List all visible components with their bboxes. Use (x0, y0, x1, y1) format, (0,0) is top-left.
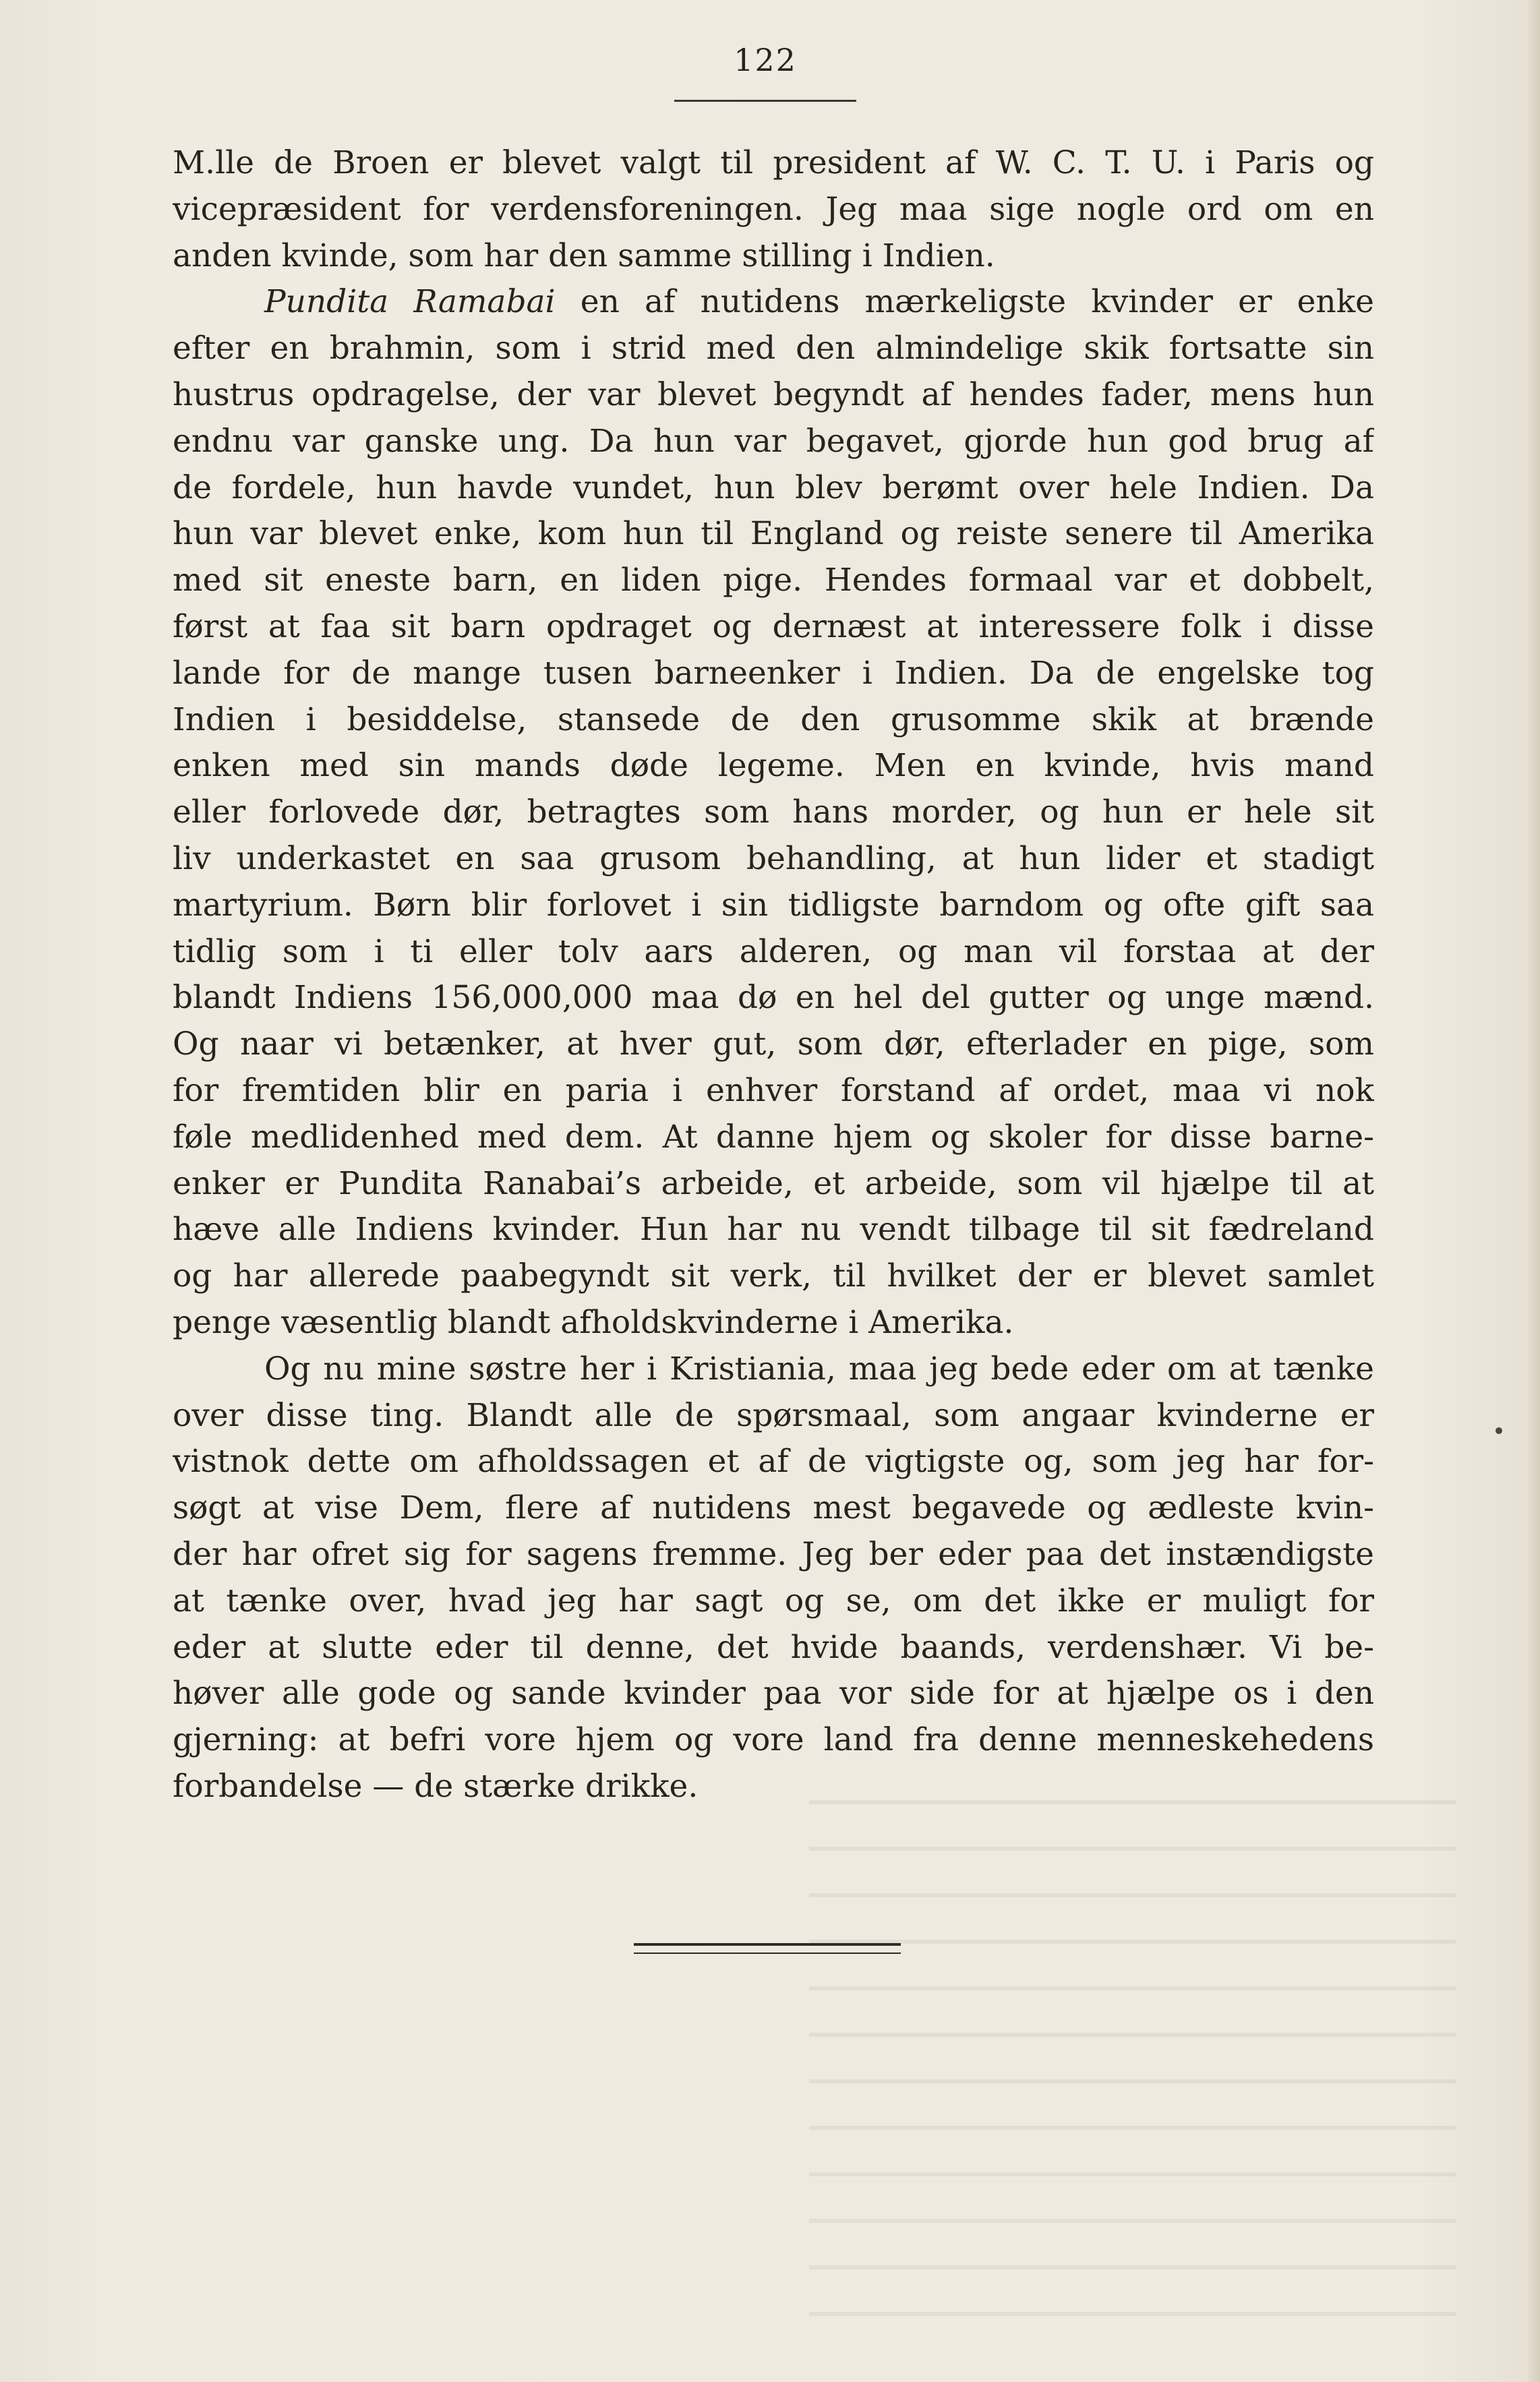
text-line: anden kvinde, som har den samme stilling i Indien. (173, 237, 995, 274)
body-text (173, 140, 1374, 1810)
text-line: penge væsentlig blandt afholdskvinderne i Amerika. (173, 1303, 1014, 1341)
text-line: Indien i besiddelse, stansede de den grusomme skik at brænde (173, 701, 1374, 738)
text-line: over disse ting. Blandt alle de spørsmaal, som angaar kvinderne er (173, 1396, 1374, 1434)
ink-speck (1495, 1427, 1502, 1434)
text-line: Og naar vi betænker, at hver gut, som dør, efterlader en pige, som (173, 1025, 1374, 1063)
text-line: for fremtiden blir en paria i enhver forstand af ordet, maa vi nok (173, 1071, 1374, 1109)
text-line: vistnok dette om afholdssagen et af de vigtigste og, som jeg har for- (173, 1443, 1374, 1481)
text-line: hustrus opdragelse, der var blevet begyndt af hendes fader, mens hun (173, 376, 1374, 413)
text-line: hæve alle Indiens kvinder. Hun har nu vendt tilbage til sit fædreland (173, 1211, 1374, 1249)
text-line: tidlig som i ti eller tolv aars alderen, og man vil forstaa at der (173, 932, 1374, 970)
text-line: lande for de mange tusen barneenker i Indien. Da de engelske tog (173, 654, 1374, 692)
text-line: søgt at vise Dem, flere af nutidens mest begavede og ædleste kvin- (173, 1489, 1374, 1527)
text-line: at tænke over, hvad jeg har sagt og se, om det ikke er muligt for (173, 1582, 1374, 1619)
text-line: forbandelse — de stærke drikke. (173, 1767, 699, 1805)
text-line: der har ofret sig for sagens fremme. Jeg ber eder paa det instændigste (173, 1535, 1374, 1573)
text-line: Og nu mine søstre her i Kristiania, maa jeg bede eder om at tænke (264, 1350, 1374, 1388)
text-line: først at faa sit barn opdraget og dernæst at interessere folk i disse (173, 607, 1374, 645)
text-line: efter en brahmin, som i strid med den almindelige skik fortsatte sin (173, 330, 1374, 367)
text-span: en af nutidens mærkeligste kvinder er enke (555, 283, 1374, 321)
page-number: 122 (734, 42, 797, 78)
text-line: og har allerede paabegyndt sit verk, til hvilket der er blevet samlet (173, 1257, 1374, 1295)
text-line: gjerning: at befri vore hjem og vore land fra denne menneskehedens (173, 1721, 1374, 1759)
text-line: martyrium. Børn blir forlovet i sin tidligste barndom og ofte gift saa (173, 886, 1374, 924)
text-line: endnu var ganske ung. Da hun var begavet, gjorde hun god brug af (173, 422, 1374, 460)
italic-name: Pundita Ramabai (264, 283, 556, 321)
text-line: med sit eneste barn, en liden pige. Hendes formaal var et dobbelt, (173, 562, 1374, 599)
closing-rule-thick (634, 1943, 901, 1946)
text-line: hun var blevet enke, kom hun til England og reiste senere til Amerika (173, 515, 1374, 553)
text-line: eder at slutte eder til denne, det hvide baands, verdenshær. Vi be- (173, 1628, 1374, 1666)
header-rule (674, 100, 856, 102)
text-line: høver alle gode og sande kvinder paa vor side for at hjælpe os i den (173, 1675, 1374, 1713)
text-line: liv underkastet en saa grusom behandling, at hun lider et stadigt (173, 839, 1374, 877)
text-line: de fordele, hun havde vundet, hun blev berømt over hele Indien. Da (173, 469, 1374, 506)
text-line: M.lle de Broen er blevet valgt til president af W. C. T. U. i Paris og (173, 144, 1374, 181)
closing-rule-thin (634, 1953, 901, 1954)
text-line (173, 279, 1374, 326)
page-edge (1528, 0, 1540, 2382)
text-line: eller forlovede dør, betragtes som hans morder, og hun er hele sit (173, 794, 1374, 831)
text-line: blandt Indiens 156,000,000 maa dø en hel del gutter og unge mænd. (173, 979, 1374, 1017)
text-line: vicepræsident for verdensforeningen. Jeg maa sige nogle ord om en (173, 190, 1374, 228)
bleed-through-texture (809, 1780, 1456, 2333)
text-line: enker er Pundita Ranabai’s arbeide, et arbeide, som vil hjælpe til at (173, 1164, 1374, 1202)
text-line: føle medlidenhed med dem. At danne hjem og skoler for disse barne- (173, 1118, 1374, 1156)
text-line: enken med sin mands døde legeme. Men en kvinde, hvis mand (173, 747, 1374, 785)
